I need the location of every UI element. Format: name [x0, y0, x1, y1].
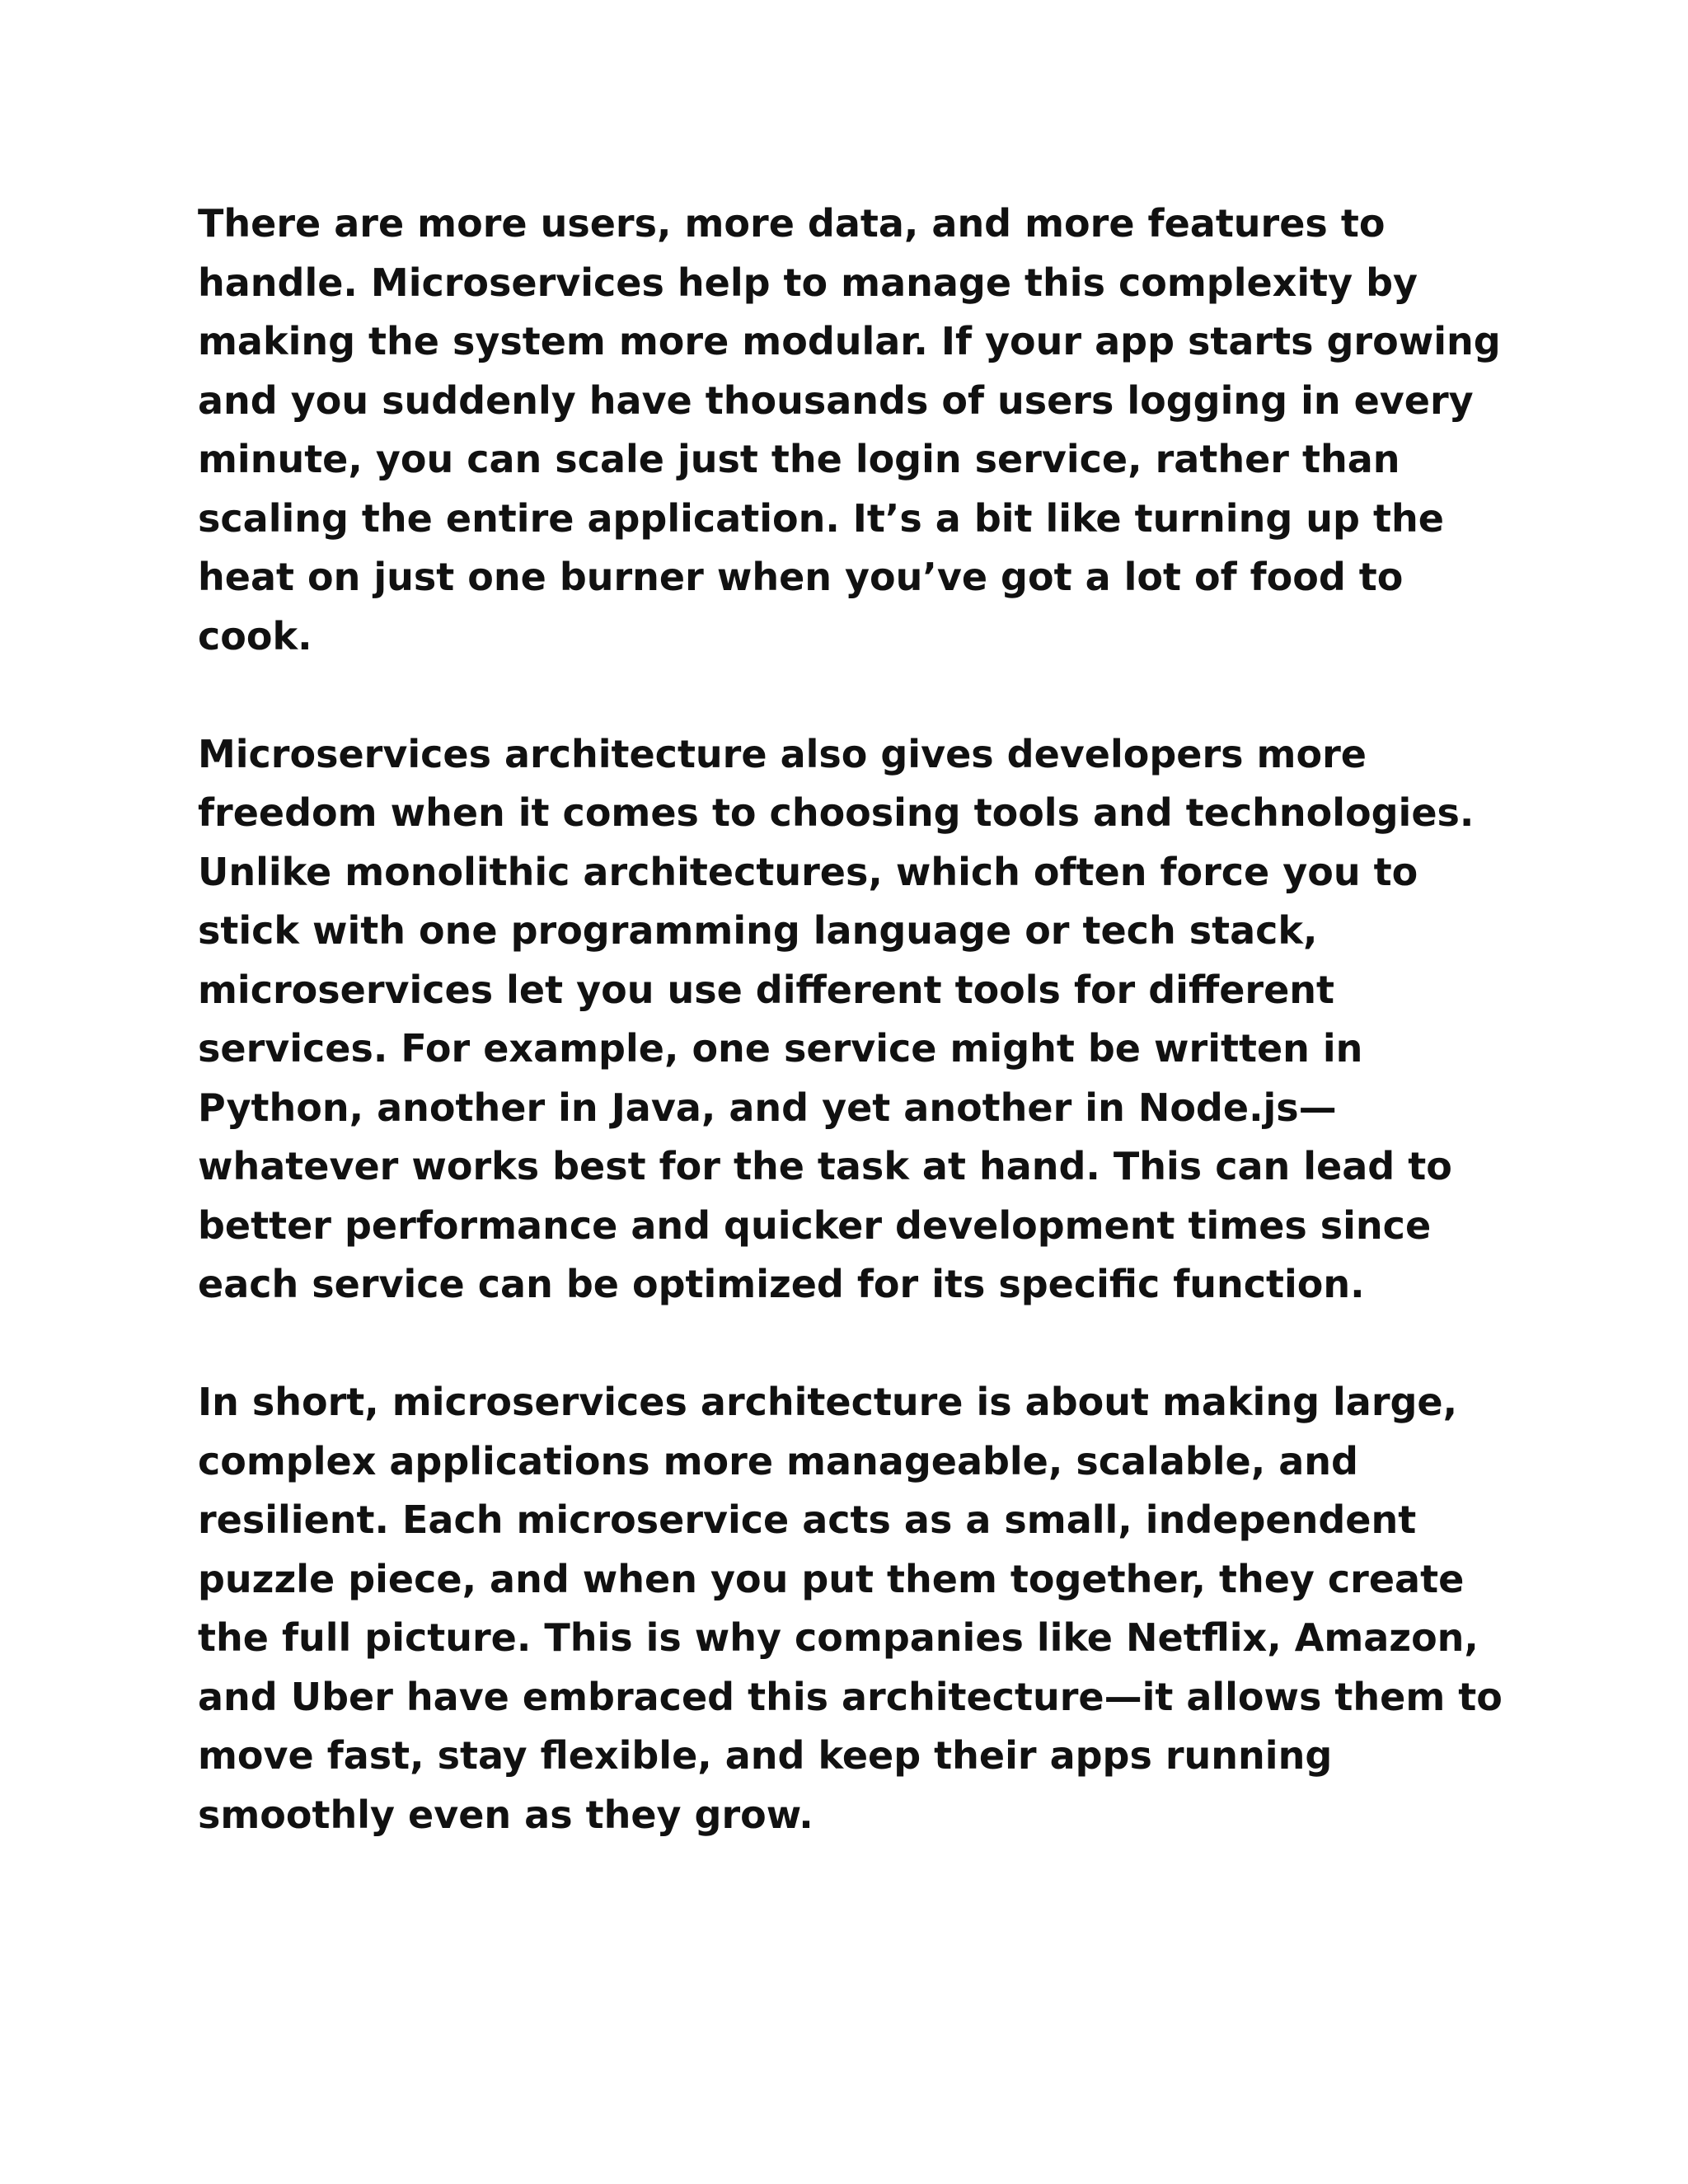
paragraph-tools-freedom: Microservices architecture also gives developers more freedom when it comes to choosing tools and technologies. Unlike monolithic architectures, which often force you to stick with one programming language or tech stack, microservices let you use different tools for different services. For example, one service might be written in Python, another in Java, and yet another in Node.js—whatever works best for the task at hand. This can lead to better performance and quicker development times since each service can be optimized for its specific function.: [198, 731, 1475, 1306]
paragraph-scaling: There are more users, more data, and more features to handle. Microservices help to manage this complexity by making the system more modular. If your app starts growing and you suddenly have thousands of users logging in every minute, you can scale just the login service, rather than scaling the entire application. It’s a bit like turning up the heat on just one burner when you’ve got a lot of food to cook.: [198, 201, 1501, 658]
paragraph-summary: In short, microservices architecture is about making large, complex applications more manageable, scalable, and resilient. Each microservice acts as a small, independent puzzle piece, and when you put them together, they create the full picture. This is why companies like Netflix, Amazon, and Uber have embraced this architecture—it allows them to move fast, stay flexible, and keep their apps running smoothly even as they grow.: [198, 1380, 1503, 1837]
document-body: [198, 194, 1508, 1844]
